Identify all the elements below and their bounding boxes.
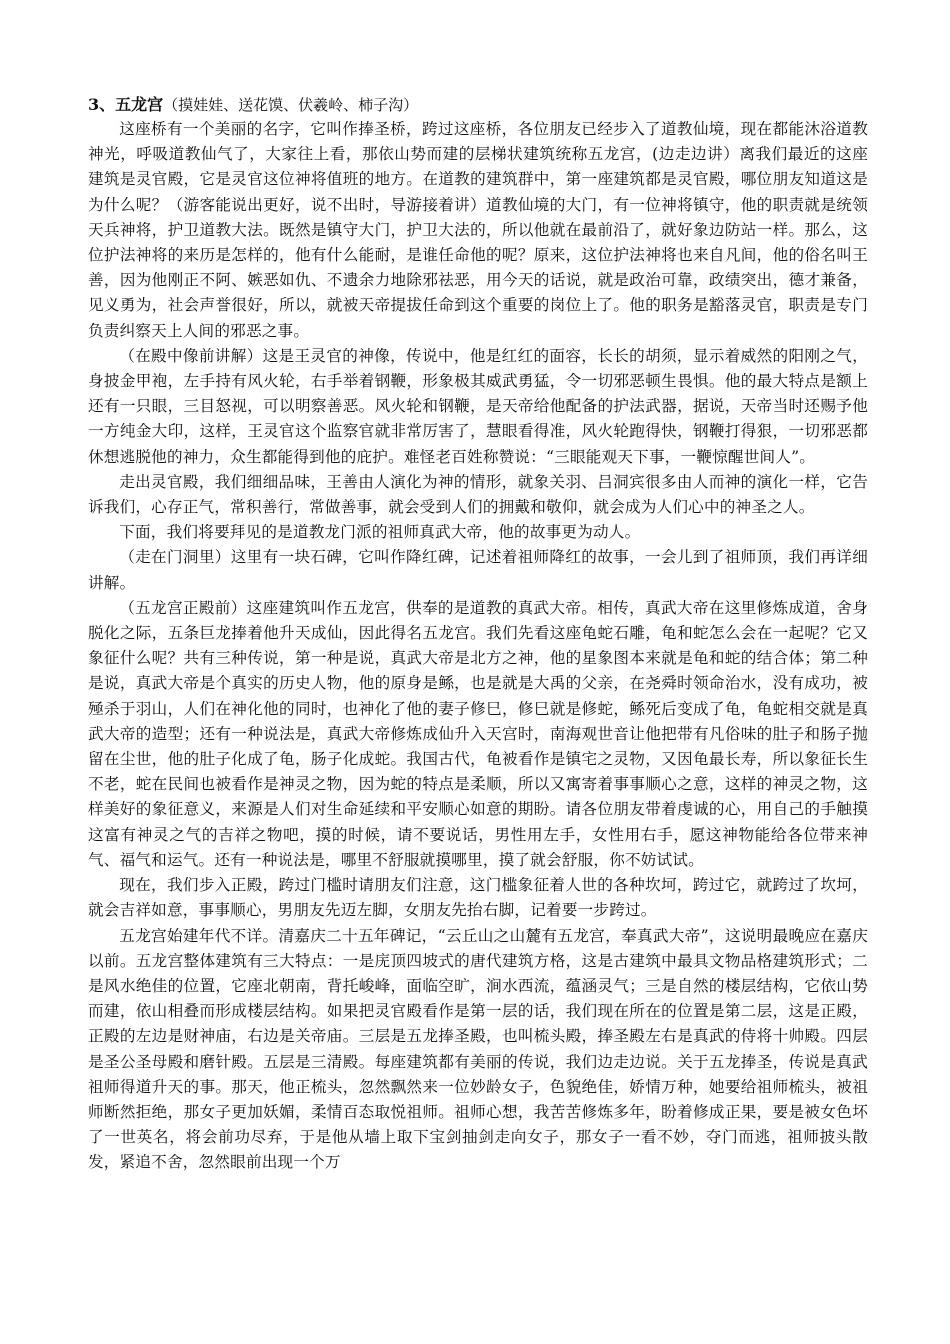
section-heading xyxy=(88,93,868,117)
paragraph-threshold: 现在，我们步入正殿，跨过门槛时请朋友们注意，这门槛象征着人世的各种坎坷，跨过它，就跨过了坎坷，就会吉祥如意，事事顺心，男朋友先迈左脚，女朋友先抬右脚，记着要一步跨过。 xyxy=(88,876,868,920)
section-subtitle: （摸娃娃、送花馍、伏羲岭、柿子沟） xyxy=(163,96,419,114)
paragraph-wulong-palace-history: 五龙宫始建年代不详。清嘉庆二十五年碑记，“云丘山之山麓有五龙宫，奉真武大帝”，这说明最晚应在嘉庆以前。五龙宫整体建筑有三大特点：一是庑顶四坡式的唐代建筑方格，这是古建筑中最具文物品格建筑形式；二是风水绝佳的位置，它座北朝南，背托峻峰，面临空旷，涧水西流，蕴涵灵气；三是自然的楼层结构，它依山势而建，依山相叠而形成楼层结构。如果把灵官殿看作是第一层的话，我们现在所在的位置是第二层，这是正殿，正殿的左边是财神庙，右边是关帝庙。三层是五龙捧圣殿，也叫梳头殿，捧圣殿左右是真武的侍将十帅殿。四层是圣公圣母殿和磨针殿。五层是三清殿。每座建筑都有美丽的传说，我们边走边说。关于五龙捧圣，传说是真武祖师得道升天的事。那天，他正梳头，忽然飘然来一位妙龄女子，色貌绝佳，娇情万种，她要给祖师梳头，被祖师断然拒绝，那女子更加妖媚，柔情百态取悦祖师。祖师心想，我苦苦修炼多年，盼着修成正果，要是被女色坏了一世英名，将会前功尽弃，于是他从墙上取下宝剑抽剑走向女子，那女子一看不妙，夺门而逃，祖师披头散发，紧追不舍，忽然眼前出现一个万 xyxy=(88,926,868,1172)
paragraph-wang-lingguan-statue: （在殿中像前讲解）这是王灵官的神像，传说中，他是红红的面容，长长的胡须，显示着威然的阳刚之气，身披金甲袍，左手持有风火轮，右手举着钢鞭，形象极其威武勇猛，令一切邪恶顿生畏惧。他的最大特点是额上还有一只眼，三目怒视，可以明察善恶。风火轮和钢鞭，是天帝给他配备的护法武器，据说，天帝当时还赐予他一方纯金大印，这样，王灵官这个监察官就非常厉害了，慧眼看得准，风火轮跑得快，钢鞭打得狠，一切邪恶都休想逃脱他的神力，众生都能得到他的庇护。难怪老百姓称赞说：“三眼能观天下事，一鞭惊醒世间人”。 xyxy=(88,346,868,466)
section-title: 五龙宫 xyxy=(115,95,164,114)
section-number: 3、 xyxy=(88,95,116,114)
paragraph-turtle-snake: （五龙宫正殿前）这座建筑叫作五龙宫，供奉的是道教的真武大帝。相传，真武大帝在这里修炼成道，舍身脱化之际，五条巨龙捧着他升天成仙，因此得名五龙宫。我们先看这座龟蛇石雕，龟和蛇怎么会在一起呢？它又象征什么呢？共有三种传说，第一种是说，真武大帝是北方之神，他的星象图本来就是龟和蛇的结合体；第二种是说，真武大帝是个真实的历史人物，他的原身是鲧，也是就是大禹的父亲，在尧舜时领命治水，没有成功，被殛杀于羽山，人们在神化他的同时，也神化了他的妻子修巳，修巳就是修蛇，鲧死后变成了龟，龟蛇相交就是真武大帝的造型；还有一种说法是，真武大帝修炼成仙升入天宫时，南海观世音让他把带有凡俗味的肚子和肠子抛留在尘世，他的肚子化成了龟，肠子化成蛇。我国古代，龟被看作是镇宅之灵物，又因龟最长寿，所以象征长生不老，蛇在民间也被看作是神灵之物，因为蛇的特点是柔顺，所以又寓寄着事事顺心之意，这样的神灵之物，这样美好的象征意义，来源是人们对生命延续和平安顺心如意的期盼。请各位朋友带着虔诚的心，用自己的手触摸这富有神灵之气的吉祥之物吧，摸的时候，请不要说话，男性用左手，女性用右手，愿这神物能给各位带来神气、福气和运气。还有一种说法是，哪里不舒服就摸哪里，摸了就会舒服，你不妨试试。 xyxy=(88,598,868,869)
paragraph-zhenwu-intro: 下面，我们将要拜见的是道教龙门派的祖师真武大帝，他的故事更为动人。 xyxy=(119,523,641,542)
paragraph-lingguan-hall: 这座桥有一个美丽的名字，它叫作捧圣桥，跨过这座桥，各位朋友已经步入了道教仙境，现在都能沐浴道教神光，呼吸道教仙气了，大家往上看，那依山势而建的层梯状建筑统称五龙宫，(边走边讲）离我们最近的这座建筑是灵官殿，它是灵官这位神将值班的地方。在道教的建筑群中，第一座建筑都是灵官殿，哪位朋友知道这是为什么呢？（游客能说出更好，说不出时，导游接着讲）道教仙境的大门，有一位神将镇守，他的职责就是统领天兵神将，护卫道教大法。既然是镇守大门，护卫大法的，所以他就在最前沿了，就好象边防站一样。那么，这位护法神将的来历是怎样的，他有什么能耐，是谁任命他的呢？原来，这位护法神将也来自凡间，他的俗名叫王善，因为他刚正不阿、嫉恶如仇、不遗余力地除邪祛恶，用今天的话说，就是政治可靠，政绩突出，德才兼备，见义勇为，社会声誉很好，所以，就被天帝提拔任命到这个重要的岗位上了。他的职务是豁落灵官，职责是专门负责纠察天上人间的邪恶之事。 xyxy=(88,120,868,340)
paragraph-stone-tablet: （走在门洞里）这里有一块石碑，它叫作降红碑，记述着祖师降红的故事，一会儿到了祖师顶，我们再详细讲解。 xyxy=(88,548,868,592)
paragraph-leaving-hall: 走出灵官殿，我们细细品味，王善由人演化为神的情形，就象关羽、吕洞宾很多由人而神的演化一样，它告诉我们，心存正气，常积善行，常做善事，就会受到人们的拥戴和敬仰，就会成为人们心中的神圣之人。 xyxy=(88,472,868,517)
